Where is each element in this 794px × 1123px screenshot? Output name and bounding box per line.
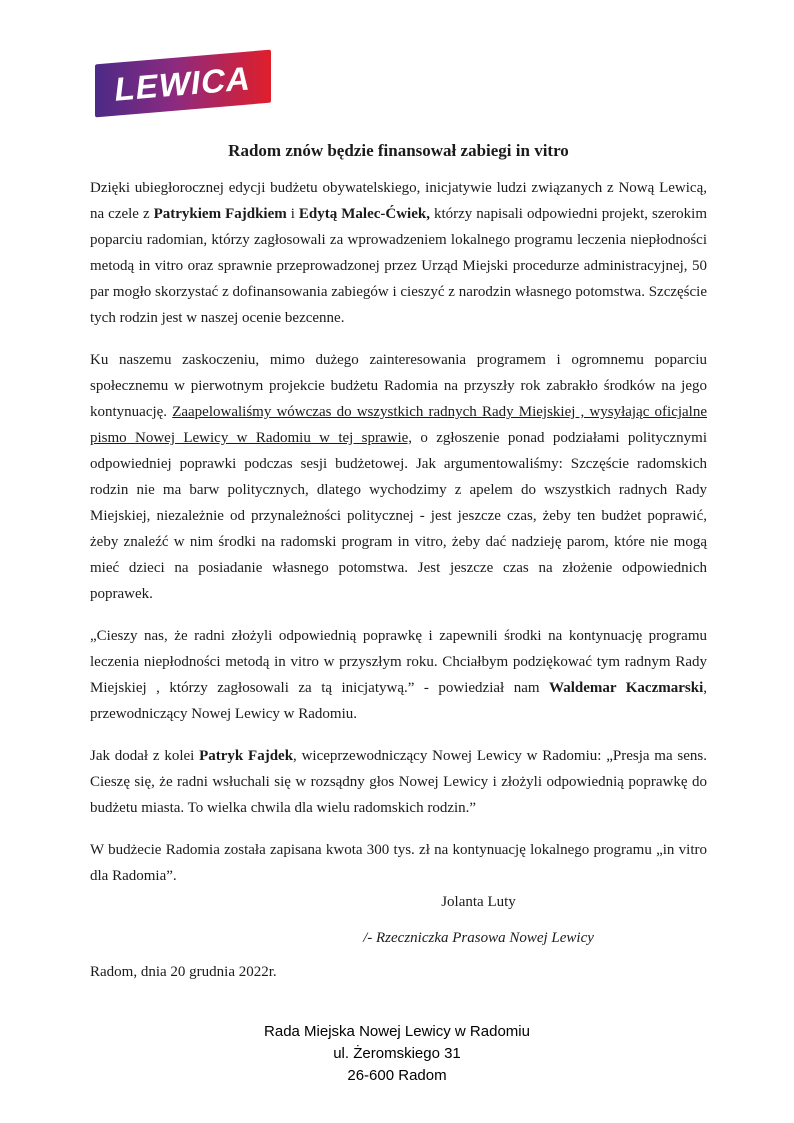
footer-line-organization: Rada Miejska Nowej Lewicy w Radomiu [264,1023,530,1040]
bold-text-run: Patrykiem Fajdkiem [153,206,287,222]
text-run: Ku naszemu zaskoczeniu, mimo dużego zainteresowania programem i ogromnemu poparciu społecznemu w pierwotnym projekcie budżetu Radomia na przyszły rok zabrakło środków na jego kontynuację. [90,352,707,420]
lewica-logo-text: LEWICA [112,59,254,108]
signature-block [90,889,707,951]
underlined-text-run: Zaapelowaliśmy wówczas do wszystkich radnych Rady Miejskiej , wysyłając oficjalne pismo Nowej Lewicy w Radomiu w tej sprawie, [90,404,707,446]
paragraph [90,837,707,889]
bold-text-run: Edytą Malec-Ćwiek, [298,206,430,222]
document-title: Radom znów będzie finansował zabiegi in vitro [228,141,569,160]
text-run: i [286,206,299,222]
footer [0,1021,794,1087]
text-run: którzy napisali odpowiedni projekt, szerokim poparciu radomian, którzy zagłosowali za wprowadzeniem lokalnego programu leczenia niepłodności metodą in vitro oraz sprawnie przeprowadzonej przez Urząd Miejski procedurze administracyjnej, 50 par mogło skorzystać z dofinansowania zabiegów i cieszyć z narodzin własnego potomstwa. Szczęście tych rodzin jest w naszej ocenie bezcenne. [90,206,707,326]
text-run: , wiceprzewodniczący Nowej Lewicy w Radomiu: „Presja ma sens. Cieszę się, że radni wsłuchali się w rozsądny głos Nowej Lewicy i złożyli odpowiednią poprawkę do budżetu miasta. To wielka chwila dla wielu radomskich rodzin.” [90,748,707,816]
text-run: , przewodniczący Nowej Lewicy w Radomiu. [90,680,707,722]
bold-text-run: Patryk Fajdek [199,748,294,764]
footer-line-city: 26-600 Radom [347,1067,447,1084]
text-run: Dzięki ubiegłorocznej edycji budżetu obywatelskiego, inicjatywie ludzi związanych z Nową Lewicą, na czele z [90,180,707,222]
document-body [90,175,707,889]
signature-role: /- Rzeczniczka Prasowa Nowej Lewicy [363,930,594,946]
document-content [0,57,794,985]
lewica-logo [95,57,271,110]
bold-text-run: Waldemar Kaczmarski [549,680,704,696]
footer-line-street: ul. Żeromskiego 31 [333,1045,461,1062]
paragraph [90,623,707,727]
lewica-logo-banner [95,50,271,118]
paragraph [90,347,707,607]
dateline: Radom, dnia 20 grudnia 2022r. [90,964,277,980]
text-run: o zgłoszenie ponad podziałami politycznymi odpowiedniej poprawki podczas sesji budżetowej. Jak argumentowaliśmy: Szczęście radomskich rodzin nie ma barw politycznych, dlatego wychodzimy z apelem do wszystkich radnych Rady Miejskiej, niezależnie od przynależności politycznej - jest jeszcze czas, żeby ten budżet poprawić, żeby znaleźć w nim środki na radomski program in vitro, żeby dać nadzieję parom, które nie mogą mieć dzieci na posiadanie własnego potomstwa. Jest jeszcze czas na złożenie odpowiednich poprawek. [90,430,707,602]
signature-name: Jolanta Luty [441,894,516,910]
paragraph [90,743,707,821]
paragraph [90,175,707,331]
text-run: „Cieszy nas, że radni złożyli odpowiednią poprawkę i zapewnili środki na kontynuację programu leczenia niepłodności metodą in vitro w przyszłym roku. Chciałbym podziękować tym radnym Rady Miejskiej , którzy zagłosowali za tą inicjatywą.” - powiedział nam [90,628,707,696]
text-run: Jak dodał z kolei [90,748,200,764]
text-run: W budżecie Radomia została zapisana kwota 300 tys. zł na kontynuację lokalnego programu „in vitro dla Radomia”. [90,842,707,884]
